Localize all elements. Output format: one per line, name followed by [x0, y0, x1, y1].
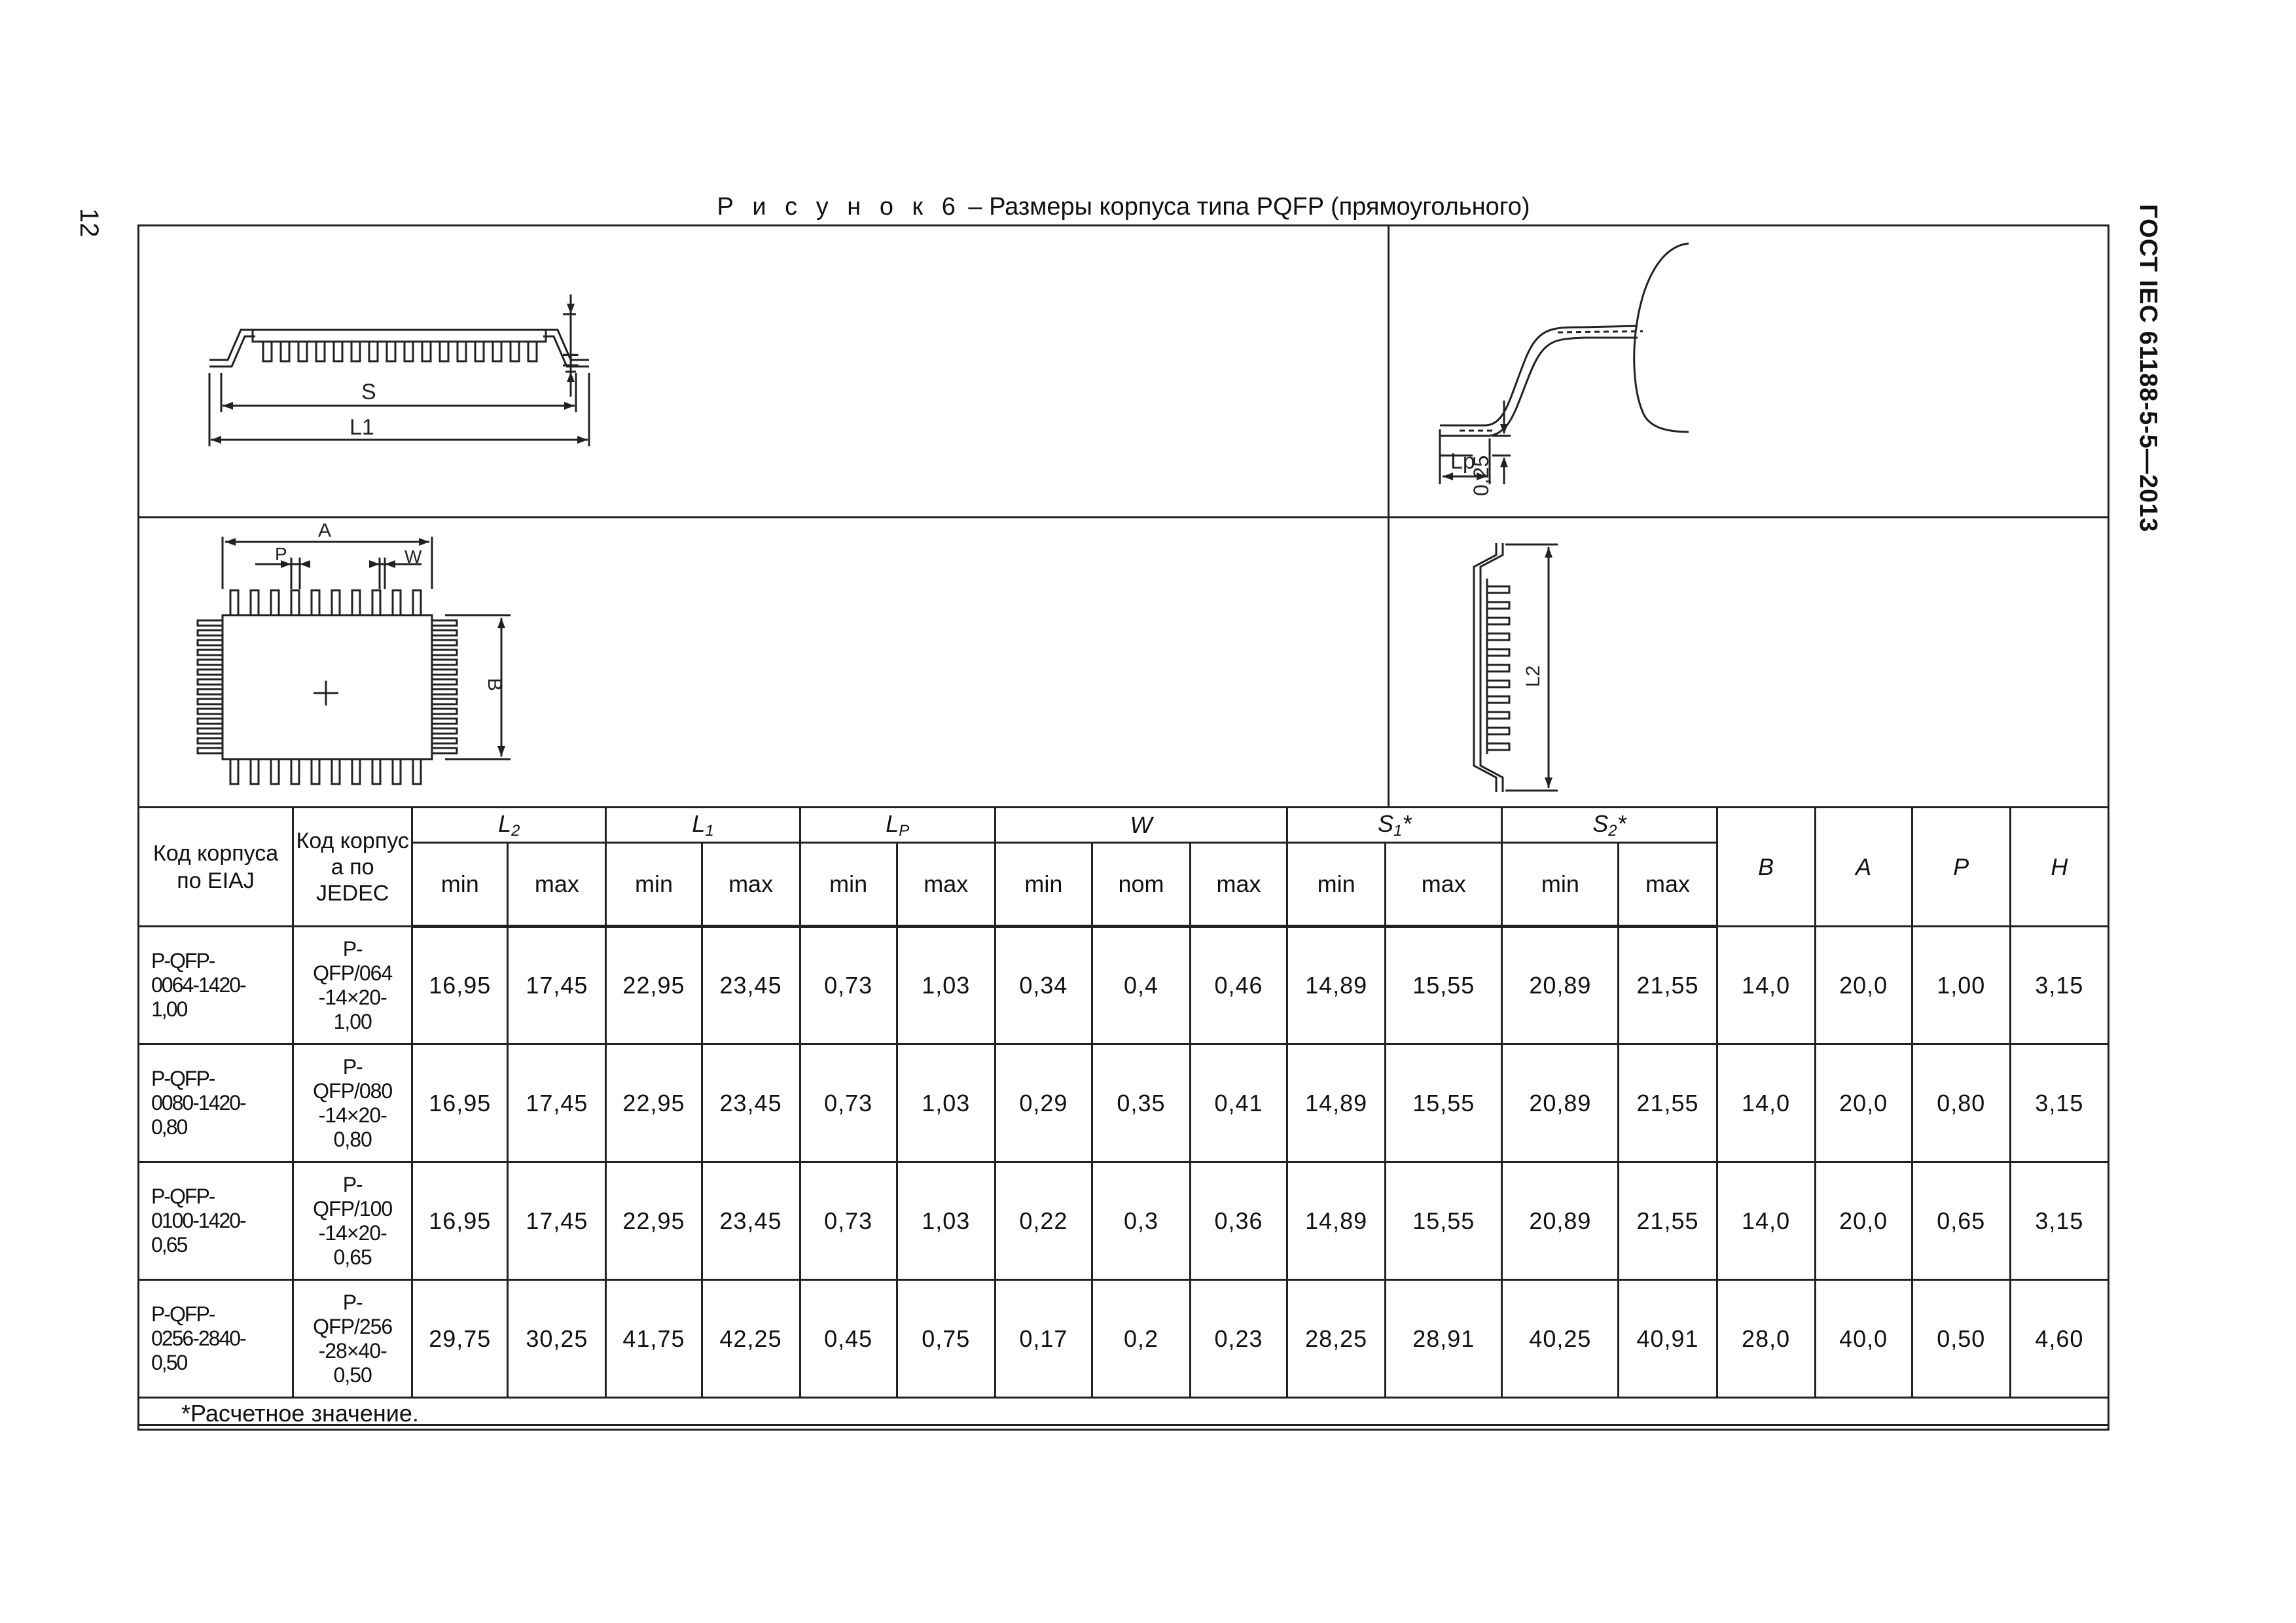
lead-pin	[372, 590, 380, 615]
lead-pin	[198, 738, 223, 743]
frame-divider-horizontal	[137, 516, 2109, 518]
cell-value: 14,0	[1717, 927, 1815, 1044]
subheader-cell: max	[1191, 843, 1287, 927]
header-L2: $L_2$	[412, 808, 606, 843]
lead-pin	[312, 590, 319, 615]
lead-pin	[1487, 728, 1509, 734]
cell-value: 0,2	[1092, 1280, 1190, 1398]
header-LP: $L_P$	[800, 808, 995, 843]
caption-text: Размеры корпуса типа PQFP (прямоугольного)	[989, 193, 1530, 221]
lead-pin	[198, 679, 223, 685]
lead-pin	[511, 342, 519, 361]
cell-value: 21,55	[1619, 1044, 1717, 1162]
lead-pin	[432, 719, 457, 724]
lead-pin	[281, 342, 289, 361]
cell-value: 16,95	[412, 1162, 508, 1280]
lead-pin	[1487, 633, 1509, 640]
lead-pin	[251, 759, 259, 784]
lead-pin	[432, 689, 457, 694]
lead-pin	[351, 342, 360, 361]
lead-pin	[404, 342, 413, 361]
lead-pin	[334, 342, 342, 361]
footnote-row	[139, 1398, 2109, 1430]
cell-value: 0,22	[995, 1162, 1092, 1280]
lead-pin	[198, 748, 223, 753]
label-L1: L1	[350, 415, 374, 440]
cell-eiaj-code: P-QFP- 0256-2840- 0,50	[139, 1280, 293, 1398]
lead-pin	[432, 699, 457, 704]
cell-value: 1,00	[1912, 927, 2010, 1044]
lead-pin	[271, 590, 279, 615]
lead-pin	[432, 679, 457, 685]
cell-jedec-code: P- QFP/080 -14×20- 0,80	[293, 1044, 412, 1162]
cell-value: 20,0	[1815, 1044, 1912, 1162]
lead-pin	[198, 620, 223, 626]
lead-pin	[393, 590, 401, 615]
frame-divider-vertical	[1388, 224, 1390, 807]
cell-value: 22,95	[606, 927, 702, 1044]
cell-value: 15,55	[1386, 1162, 1502, 1280]
cell-value: 16,95	[412, 1044, 508, 1162]
cell-value: 40,91	[1619, 1280, 1717, 1398]
subheader-cell: nom	[1092, 843, 1190, 927]
subheader-cell: min	[995, 843, 1092, 927]
lead-pin	[1487, 712, 1509, 719]
page-number: 12	[75, 208, 103, 238]
lead-pin	[432, 660, 457, 665]
lead-pin	[432, 640, 457, 645]
cell-value: 20,89	[1502, 927, 1619, 1044]
cell-value: 0,29	[995, 1044, 1092, 1162]
cell-value: 17,45	[508, 1162, 606, 1280]
cell-value: 21,55	[1619, 1162, 1717, 1280]
cell-value: 23,45	[702, 1044, 800, 1162]
cell-value: 0,23	[1191, 1280, 1287, 1398]
cell-value: 1,03	[897, 1162, 995, 1280]
cell-value: 3,15	[2010, 1044, 2108, 1162]
lead-pin	[198, 699, 223, 704]
footnote: *Расчетное значение.	[139, 1398, 2109, 1430]
lead-pin	[198, 630, 223, 635]
lead-pin	[198, 689, 223, 694]
cell-value: 4,60	[2010, 1280, 2108, 1398]
cell-value: 40,25	[1502, 1280, 1619, 1398]
lead-pin	[1487, 649, 1509, 656]
cell-value: 41,75	[606, 1280, 702, 1398]
cell-value: 3,15	[2010, 1162, 2108, 1280]
figure-caption	[137, 193, 2109, 221]
lead-pin	[393, 759, 401, 784]
cell-value: 20,0	[1815, 927, 1912, 1044]
subheader-cell: max	[897, 843, 995, 927]
cell-value: 42,25	[702, 1280, 800, 1398]
cell-value: 0,41	[1191, 1044, 1287, 1162]
label-025: 0,25	[1469, 455, 1493, 496]
cell-value: 28,91	[1386, 1280, 1502, 1398]
lead-pin	[1487, 696, 1509, 703]
cell-value: 17,45	[508, 1044, 606, 1162]
caption-dash: –	[961, 193, 990, 221]
label-S: S	[361, 380, 376, 404]
lead-pin	[198, 709, 223, 714]
subheader-cell: max	[702, 843, 800, 927]
cell-value: 0,3	[1092, 1162, 1190, 1280]
top-view-drawing	[183, 524, 524, 802]
cell-value: 0,36	[1191, 1162, 1287, 1280]
cell-value: 0,73	[800, 927, 897, 1044]
header-S1: $S_1*$	[1287, 808, 1502, 843]
dimensions-table	[137, 806, 2109, 1431]
lead-pin	[352, 590, 360, 615]
subheader-cell: max	[1619, 843, 1717, 927]
lead-pin	[475, 342, 484, 361]
cell-value: 1,03	[897, 927, 995, 1044]
label-W: W	[404, 546, 422, 567]
header-H: H	[2010, 808, 2108, 927]
lead-pin	[198, 640, 223, 645]
cell-jedec-code: P- QFP/256 -28×40- 0,50	[293, 1280, 412, 1398]
cell-value: 0,17	[995, 1280, 1092, 1398]
lead-pin	[298, 342, 307, 361]
subheader-cell: min	[606, 843, 702, 927]
end-view-drawing	[1440, 537, 1597, 802]
cell-eiaj-code: P-QFP- 0080-1420- 0,80	[139, 1044, 293, 1162]
header-B: B	[1717, 808, 1815, 927]
lead-pin	[198, 660, 223, 665]
lead-pin	[263, 342, 272, 361]
cell-value: 40,0	[1815, 1280, 1912, 1398]
cell-value: 0,65	[1912, 1162, 2010, 1280]
cell-value: 0,4	[1092, 927, 1190, 1044]
cell-value: 23,45	[702, 927, 800, 1044]
side-view-drawing	[190, 281, 596, 468]
cell-value: 23,45	[702, 1162, 800, 1280]
lead-pin	[198, 728, 223, 734]
cell-value: 14,0	[1717, 1044, 1815, 1162]
cell-value: 14,89	[1287, 1162, 1386, 1280]
header-jedec: Код корпус а по JEDEC	[293, 808, 412, 927]
cell-value: 28,0	[1717, 1280, 1815, 1398]
cell-value: 17,45	[508, 927, 606, 1044]
lead-pin	[432, 650, 457, 655]
lead-pin	[198, 650, 223, 655]
lead-pin	[422, 342, 431, 361]
cell-value: 14,89	[1287, 1044, 1386, 1162]
lead-pin	[1487, 665, 1509, 671]
lead-pin	[493, 342, 501, 361]
table-header-row	[139, 808, 2109, 843]
cell-value: 29,75	[412, 1280, 508, 1398]
header-A: A	[1815, 808, 1912, 927]
lead-pin	[413, 590, 421, 615]
table-row	[139, 927, 2109, 1044]
lead-pin	[1487, 743, 1509, 750]
lead-pin	[1487, 681, 1509, 687]
label-L2: L2	[1522, 665, 1544, 687]
cell-value: 15,55	[1386, 927, 1502, 1044]
cell-value: 0,34	[995, 927, 1092, 1044]
lead-pin	[432, 630, 457, 635]
lead-pin	[316, 342, 325, 361]
lead-pin	[291, 590, 299, 615]
label-B: B	[484, 678, 505, 692]
cell-value: 28,25	[1287, 1280, 1386, 1398]
lead-pin	[198, 669, 223, 675]
cell-eiaj-code: P-QFP- 0100-1420- 0,65	[139, 1162, 293, 1280]
label-H: H	[558, 352, 583, 368]
cell-value: 22,95	[606, 1044, 702, 1162]
cell-value: 0,73	[800, 1162, 897, 1280]
lead-pin	[1487, 586, 1509, 593]
label-P: P	[275, 544, 287, 564]
cell-value: 21,55	[1619, 927, 1717, 1044]
cell-value: 0,75	[897, 1280, 995, 1398]
lead-pin	[271, 759, 279, 784]
lead-pin	[432, 738, 457, 743]
cell-value: 20,0	[1815, 1162, 1912, 1280]
lead-pin	[432, 620, 457, 626]
cell-value: 0,80	[1912, 1044, 2010, 1162]
cell-value: 15,55	[1386, 1044, 1502, 1162]
subheader-cell: min	[1287, 843, 1386, 927]
cell-eiaj-code: P-QFP- 0064-1420- 1,00	[139, 927, 293, 1044]
cell-value: 0,45	[800, 1280, 897, 1398]
cell-value: 0,46	[1191, 927, 1287, 1044]
lead-pin	[372, 759, 380, 784]
header-eiaj: Код корпуса по EIAJ	[139, 808, 293, 927]
lead-pin	[440, 342, 448, 361]
cell-value: 16,95	[412, 927, 508, 1044]
header-L1: $L_1$	[606, 808, 800, 843]
cell-value: 22,95	[606, 1162, 702, 1280]
cell-value: 0,73	[800, 1044, 897, 1162]
subheader-cell: max	[1386, 843, 1502, 927]
lead-pin	[432, 748, 457, 753]
cell-value: 30,25	[508, 1280, 606, 1398]
lead-pin	[432, 669, 457, 675]
lead-pin	[457, 342, 466, 361]
table-row	[139, 1044, 2109, 1162]
lead-pin	[198, 719, 223, 724]
lead-pin	[230, 759, 238, 784]
lead-pin	[230, 590, 238, 615]
lead-pin	[1487, 602, 1509, 609]
table-row	[139, 1162, 2109, 1280]
header-W: W	[995, 808, 1287, 843]
header-P: P	[1912, 808, 2010, 927]
cell-value: 20,89	[1502, 1162, 1619, 1280]
lead-pin	[291, 759, 299, 784]
subheader-cell: min	[412, 843, 508, 927]
cell-value: 3,15	[2010, 927, 2108, 1044]
subheader-cell: min	[800, 843, 897, 927]
cell-value: 14,89	[1287, 927, 1386, 1044]
subheader-cell: min	[1502, 843, 1619, 927]
lead-pin	[1487, 618, 1509, 624]
lead-pin	[332, 759, 340, 784]
lead-pin	[432, 709, 457, 714]
lead-pin	[332, 590, 340, 615]
figure-label: Р и с у н о к 6	[717, 193, 961, 221]
label-Lp: Lp	[1450, 449, 1475, 474]
cell-value: 1,03	[897, 1044, 995, 1162]
lead-pin	[369, 342, 378, 361]
subheader-cell: max	[508, 843, 606, 927]
cell-value: 0,50	[1912, 1280, 2010, 1398]
cell-jedec-code: P- QFP/064 -14×20- 1,00	[293, 927, 412, 1044]
lead-pin	[432, 728, 457, 734]
lead-pin	[413, 759, 421, 784]
cell-value: 14,0	[1717, 1162, 1815, 1280]
cell-value: 20,89	[1502, 1044, 1619, 1162]
cell-value: 0,35	[1092, 1044, 1190, 1162]
standard-designation: ГОСТ IEC 61188-5-5—2013	[2134, 204, 2162, 533]
label-A: A	[318, 524, 332, 541]
cell-jedec-code: P- QFP/100 -14×20- 0,65	[293, 1162, 412, 1280]
lead-pin	[251, 590, 259, 615]
table-row	[139, 1280, 2109, 1398]
lead-pin	[312, 759, 319, 784]
lead-pin	[352, 759, 360, 784]
header-S2: $S_2*$	[1502, 808, 1717, 843]
lead-detail-drawing	[1427, 236, 1702, 507]
lead-pin	[387, 342, 395, 361]
lead-pin	[528, 342, 537, 361]
